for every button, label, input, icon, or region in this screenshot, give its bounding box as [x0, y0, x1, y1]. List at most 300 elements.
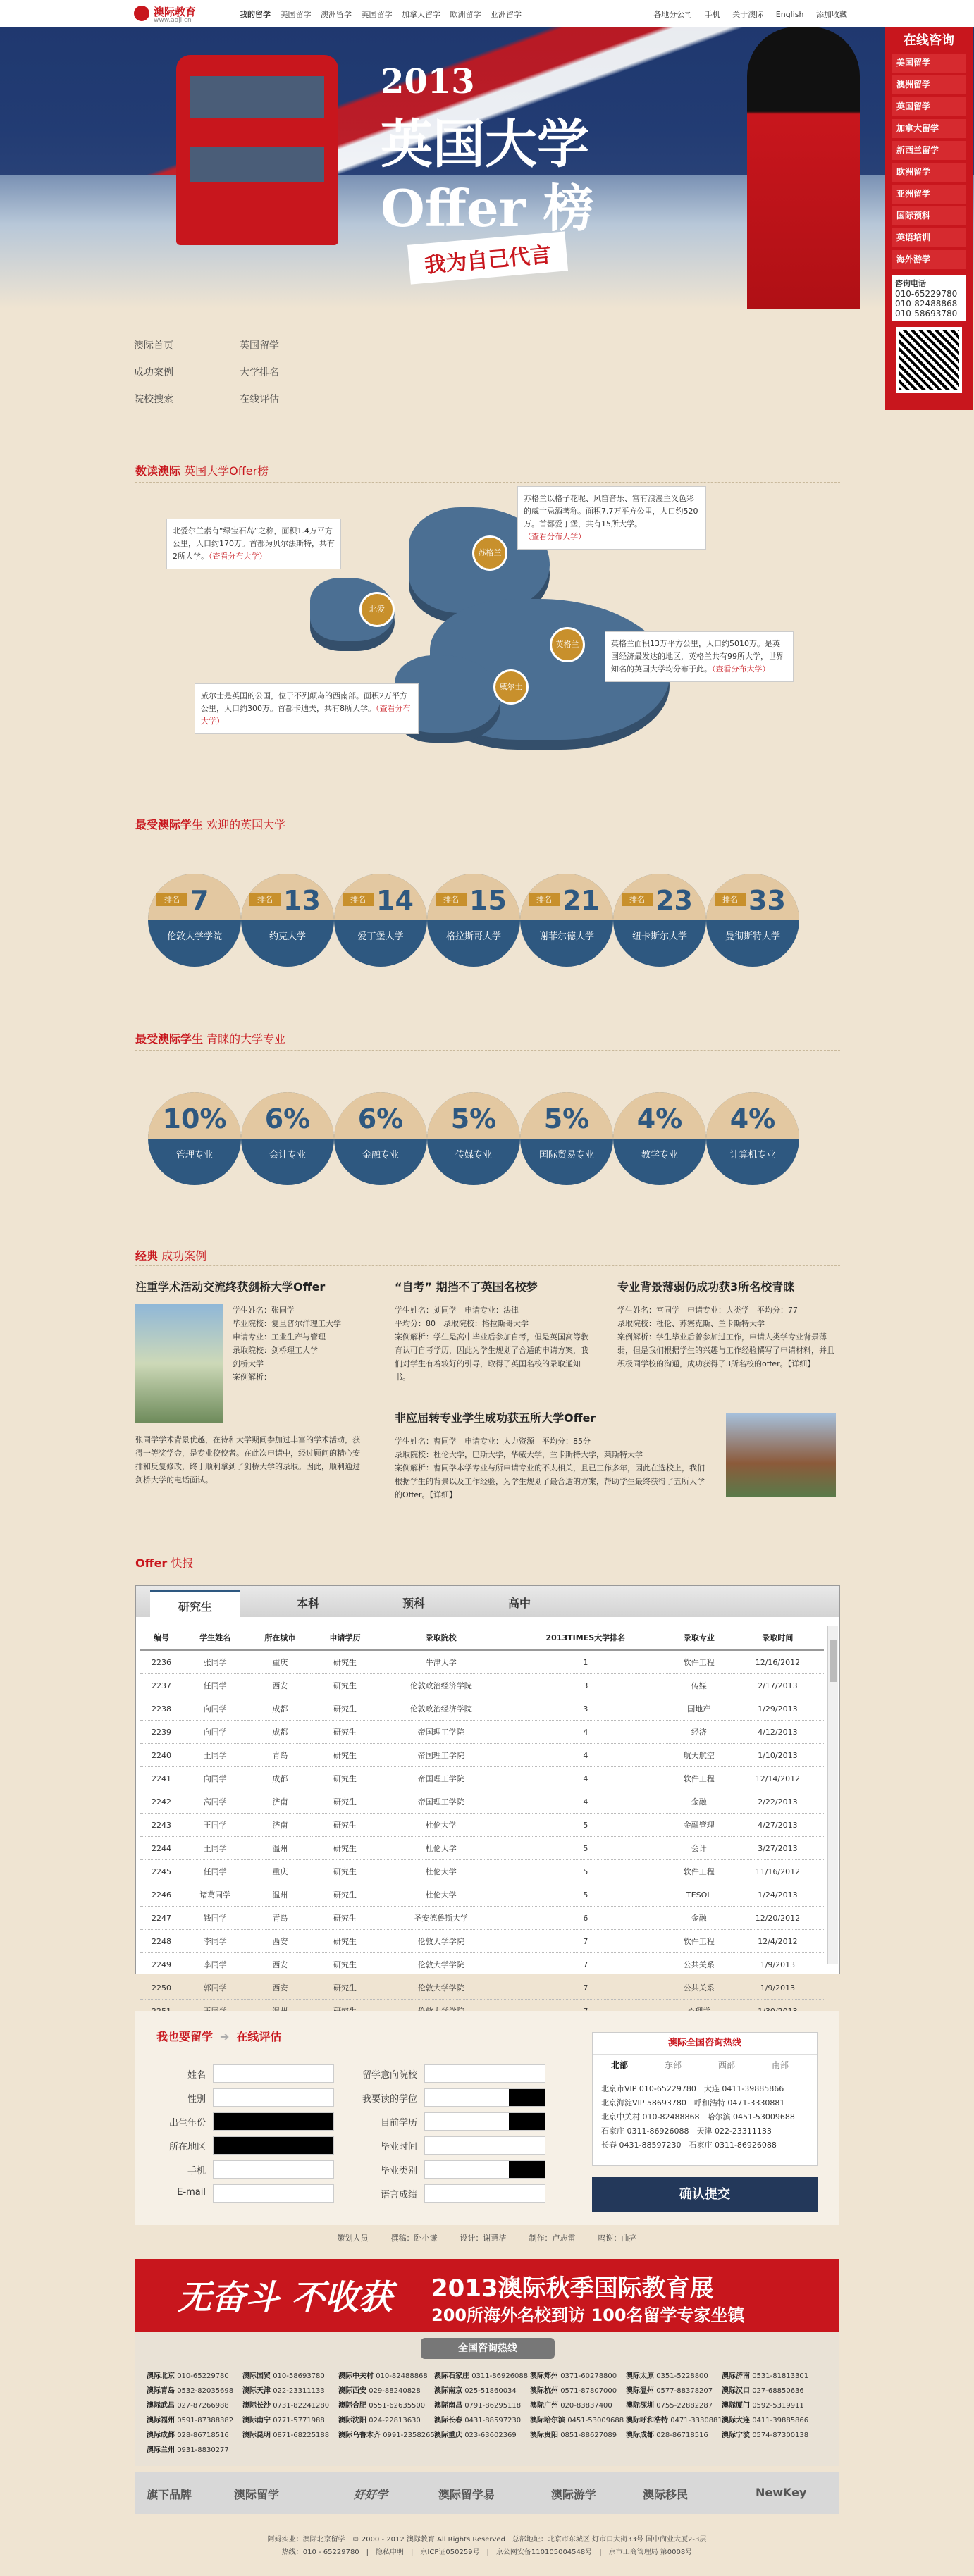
table-row — [140, 1721, 824, 1744]
table-cell: 2241 — [140, 1767, 183, 1790]
brands-label: 旗下品牌 — [147, 2488, 192, 2501]
section-title-cases: 经典 成功案例 — [135, 1249, 207, 1263]
banner-title: 2013澳际秋季国际教育展 — [431, 2274, 714, 2303]
table-cell: 航天航空 — [667, 1744, 732, 1767]
phone-number: 010-58693780 — [895, 309, 958, 318]
table-header-row: 编号 学生姓名 所在城市 申请学历 录取院校 2013TIMES大学排名 录取专业 录取时间 — [140, 1626, 824, 1650]
hotline-entry: 澳际长沙 0731-82241280 — [242, 2402, 330, 2410]
table-cell: 青岛 — [247, 1907, 312, 1930]
footer: 阿姆实业：澳际北京留学 © 2000 - 2012 澳际教育 All Rights Reserved 总部地址：北京市东城区 灯市口大街33号 国中商业大厦2-3层 热线：010 - 65229780 | 隐私申明 | 京ICP证050259号 | 京公网安备110105004548号 | 京市工商管理局 第0008号 — [267, 2536, 707, 2556]
consult-item[interactable]: 欧洲留学 — [892, 163, 966, 182]
hotline-rows: 北京市VIP 010-65229780 大连 0411-39885866 北京海淀VIP 58693780 呼和浩特 0471-3330881 北京中关村 010-82488868 哈尔滨 0451-53009688 石家庄 0311-86926088 天津 022-23311133 长春 0431-88597230 石家庄 0311-86926088 — [601, 2084, 795, 2150]
table-cell: 重庆 — [247, 1650, 312, 1674]
label-mobile: 手机 — [187, 2166, 206, 2176]
table-cell: 研究生 — [312, 1976, 377, 2000]
table-cell: 研究生 — [312, 1953, 377, 1976]
main-nav — [240, 8, 529, 20]
table-cell: 牛津大学 — [378, 1650, 505, 1674]
scroll-thumb[interactable] — [830, 1640, 837, 1682]
table-cell: 1 — [505, 1650, 667, 1674]
rank-badge[interactable]: 排名 21 谢菲尔德大学 — [520, 874, 613, 967]
table-cell: 4 — [505, 1721, 667, 1744]
table-cell: 伦敦大学学院 — [378, 1976, 505, 2000]
rank-badge[interactable]: 排名 7 伦敦大学学院 — [148, 874, 241, 967]
table-cell: 1/29/2013 — [732, 1697, 824, 1721]
table-cell: 5 — [505, 1814, 667, 1837]
table-cell: 西安 — [247, 1953, 312, 1976]
table-cell: 3 — [505, 1674, 667, 1697]
hotline-entry: 澳际贵阳 0851-88627089 — [530, 2432, 617, 2439]
hotline-entry: 澳际沈阳 024-22813630 — [338, 2417, 421, 2425]
table-cell: 5 — [505, 1837, 667, 1860]
table-cell: 7 — [505, 1976, 667, 2000]
table-cell: 11/16/2012 — [732, 1860, 824, 1883]
consult-item[interactable]: 英语培训 — [892, 228, 966, 247]
nav-item-uk[interactable]: 英国留学 — [361, 10, 393, 19]
section-title-ranking: 最受澳际学生 欢迎的英国大学 — [135, 818, 286, 831]
hotline-entry: 澳际杭州 0571-87807000 — [530, 2387, 617, 2395]
label-email: E-mail — [177, 2187, 206, 2198]
table-cell: 向同学 — [183, 1767, 247, 1790]
nav-item-us[interactable]: 美国留学 — [280, 10, 312, 19]
education-select[interactable] — [424, 2112, 545, 2131]
table-cell: 5 — [505, 1860, 667, 1883]
table-cell: 杜伦大学 — [378, 1837, 505, 1860]
hotline-entry: 澳际福州 0591-87388382 — [147, 2417, 234, 2425]
table-cell: 西安 — [247, 1674, 312, 1697]
offer-panel — [135, 1585, 840, 1993]
table-cell: 钱同学 — [183, 1907, 247, 1930]
major-badge[interactable]: 5% 传媒专业 — [427, 1092, 520, 1185]
table-cell: 伦敦大学学院 — [378, 1953, 505, 1976]
hero-slogan: 我为自己代言 — [407, 231, 568, 284]
nav-item-au[interactable]: 澳洲留学 — [321, 10, 352, 19]
brand-link[interactable]: 澳际留学 — [234, 2488, 280, 2501]
table-cell: 3 — [505, 1697, 667, 1721]
table-cell: 温州 — [247, 1883, 312, 1907]
table-cell: 研究生 — [312, 1907, 377, 1930]
view-universities-link[interactable]: （查看分布大学） — [201, 704, 411, 726]
table-cell: 2242 — [140, 1790, 183, 1814]
subnav-search[interactable]: 院校搜索 — [134, 394, 173, 405]
subnav-home[interactable]: 澳际首页 — [134, 340, 173, 352]
banner-subtitle: 200所海外名校到访 100名留学专家坐镇 — [431, 2305, 745, 2325]
hotline-entry: 澳际长春 0431-88597230 — [434, 2417, 522, 2425]
table-cell: 6 — [505, 1907, 667, 1930]
table-row — [140, 1650, 824, 1674]
table-cell: 4/27/2013 — [732, 1814, 824, 1837]
tab-foundation[interactable]: 预科 — [402, 1597, 426, 1610]
table-cell: 12/4/2012 — [732, 1930, 824, 1953]
table-cell: 伦敦政治经济学院 — [378, 1674, 505, 1697]
section-title-offer: Offer 快报 — [135, 1556, 194, 1570]
logo-icon — [134, 6, 149, 21]
consult-phones — [892, 275, 966, 321]
table-row — [140, 1883, 824, 1907]
table-cell: 金融管理 — [667, 1814, 732, 1837]
case-title[interactable]: 非应届转专业学生成功获五所大学Offer — [395, 1411, 596, 1425]
rank-badge[interactable]: 排名 14 爱丁堡大学 — [334, 874, 427, 967]
table-cell: 诸葛同学 — [183, 1883, 247, 1907]
label-name: 姓名 — [187, 2070, 206, 2081]
label-grad-type: 毕业类别 — [380, 2166, 417, 2176]
major-badge[interactable]: 6% 会计专业 — [241, 1092, 334, 1185]
mobile-link[interactable]: 手机 — [704, 10, 720, 19]
label-graduation: 毕业时间 — [380, 2142, 417, 2153]
nav-item-my-study[interactable]: 我的留学 — [240, 10, 271, 19]
table-cell: 伦敦政治经济学院 — [378, 1697, 505, 1721]
table-cell: 2249 — [140, 1953, 183, 1976]
case-detail: 学生姓名：曹同学 申请专业：人力资源 平均分：85分 录取院校：杜伦大学，巴斯大学，华威大学，兰卡斯特大学，莱斯特大学 案例解析：曹同学本学专业与所申请专业的不太相关，且已工作多年，因此在选校上，我们根据学生的背景以及工作经验，为学生规划了最合适的方案，帮助学生最终获得了五所大学的Offer。【详细】 — [395, 1437, 705, 1499]
table-cell: 2236 — [140, 1650, 183, 1674]
table-row — [140, 1814, 824, 1837]
table-cell: 12/16/2012 — [732, 1650, 824, 1674]
hotline-entry: 澳际青岛 0532-82035698 — [147, 2387, 234, 2395]
rank-badge[interactable]: 排名 23 纽卡斯尔大学 — [613, 874, 706, 967]
hotline-entry: 澳际乌鲁木齐 0991-2358265 — [338, 2432, 435, 2439]
hotline-title: 澳际全国咨询热线 — [593, 2033, 817, 2055]
table-scrollbar[interactable] — [827, 1626, 838, 1964]
table-cell: 研究生 — [312, 1767, 377, 1790]
table-cell: 李同学 — [183, 1930, 247, 1953]
gender-input[interactable] — [213, 2088, 334, 2107]
table-cell: 2245 — [140, 1860, 183, 1883]
hotline-tabs — [593, 2055, 817, 2071]
label-language: 语言成绩 — [380, 2190, 417, 2200]
nav-item-eu[interactable]: 欧洲留学 — [450, 10, 481, 19]
case-detail: 学生姓名：刘同学 申请专业：法律 平均分：80 录取院校：格拉斯哥大学 案例解析：学生是高中毕业后参加自考，但是英国高等教育认可自考学历，因此为学生规划了合适的申请方案，我们对学生有着较好的引导，取得了英国名校的录取通知书。 — [395, 1306, 588, 1382]
table-cell: 西安 — [247, 1976, 312, 2000]
major-badge[interactable]: 4% 计算机专业 — [706, 1092, 799, 1185]
rank-badge[interactable]: 排名 13 约克大学 — [241, 874, 334, 967]
table-cell: TESOL — [667, 1883, 732, 1907]
brand-link[interactable]: 澳际游学 — [551, 2488, 597, 2501]
table-cell: 金融 — [667, 1790, 732, 1814]
table-cell: 研究生 — [312, 1837, 377, 1860]
table-cell: 研究生 — [312, 1697, 377, 1721]
table-cell: 向同学 — [183, 1697, 247, 1721]
consult-item[interactable]: 亚洲留学 — [892, 185, 966, 204]
callout-northern-ireland: 北爱尔兰素有“绿宝石岛”之称，面积1.4万平方公里，人口约170万。首都为贝尔法斯特，共有2所大学。（查看分布大学） — [166, 519, 341, 569]
hotline-tab[interactable]: 东部 — [664, 2060, 682, 2070]
consult-title: 在线咨询 — [904, 33, 954, 48]
brand-link[interactable]: 澳际移民 — [643, 2488, 689, 2501]
label-birth-year: 出生年份 — [168, 2118, 206, 2129]
table-cell: 软件工程 — [667, 1860, 732, 1883]
consult-item[interactable]: 国际预科 — [892, 206, 966, 225]
table-cell: 杜伦大学 — [378, 1883, 505, 1907]
hotline-entry: 澳际合肥 0551-62635500 — [338, 2402, 426, 2410]
hotline-entry: 澳际武昌 027-87266988 — [147, 2402, 229, 2410]
table-cell: 西安 — [247, 1930, 312, 1953]
nav-item-asia[interactable]: 亚洲留学 — [491, 10, 522, 19]
national-hotlines — [135, 2332, 839, 2466]
table-cell: 4 — [505, 1744, 667, 1767]
table-cell: 软件工程 — [667, 1767, 732, 1790]
subnav-ranking[interactable]: 大学排名 — [240, 367, 279, 378]
table-cell: 研究生 — [312, 1790, 377, 1814]
table-cell: 王同学 — [183, 1814, 247, 1837]
brand-link[interactable]: NewKey — [756, 2486, 807, 2499]
hotline-tab[interactable]: 西部 — [717, 2060, 735, 2070]
table-cell: 帝国理工学院 — [378, 1744, 505, 1767]
table-cell: 帝国理工学院 — [378, 1721, 505, 1744]
guard-image — [747, 27, 860, 309]
pin-england[interactable]: 英格兰 — [550, 627, 585, 662]
hotline-entry: 澳际宁波 0574-87300138 — [722, 2432, 809, 2439]
case-detail: 学生姓名：宫同学 申请专业：人类学 平均分：77 录取院校：杜伦、苏塞克斯、兰卡斯特大学 案例解析：学生毕业后曾参加过工作，申请人类学专业背景薄弱，但是我们根据学生的兴趣与工作经验撰写了申请材料，并且积极同学校的沟通，成功获得了3所名校的offer。【详细】 — [617, 1306, 834, 1368]
pin-wales[interactable]: 威尔士 — [493, 669, 529, 705]
label-degree: 我要读的学位 — [362, 2094, 417, 2105]
table-cell: 研究生 — [312, 1930, 377, 1953]
table-cell: 7 — [505, 1930, 667, 1953]
tab-high-school[interactable]: 高中 — [508, 1597, 531, 1610]
table-cell: 王同学 — [183, 1837, 247, 1860]
label-target-school: 留学意向院校 — [362, 2070, 417, 2081]
table-cell: 2240 — [140, 1744, 183, 1767]
table-cell: 2246 — [140, 1883, 183, 1907]
hotline-tab[interactable]: 北部 — [610, 2060, 628, 2070]
pin-northern-ireland[interactable]: 北爱 — [359, 592, 395, 627]
view-universities-link[interactable]: （查看分布大学） — [524, 532, 586, 541]
case-photo — [726, 1413, 836, 1497]
rank-badge[interactable]: 排名 33 曼彻斯特大学 — [706, 874, 799, 967]
table-cell: 3/27/2013 — [732, 1837, 824, 1860]
table-cell: 软件工程 — [667, 1930, 732, 1953]
expo-banner[interactable] — [135, 2259, 839, 2332]
table-cell: 公共关系 — [667, 1976, 732, 2000]
table-cell: 研究生 — [312, 1674, 377, 1697]
tab-graduate[interactable]: 研究生 — [150, 1590, 240, 1620]
label-gender: 性别 — [187, 2094, 206, 2105]
qr-code-icon — [896, 327, 962, 393]
table-row — [140, 1837, 824, 1860]
submit-button[interactable]: 确认提交 — [592, 2177, 818, 2212]
callout-england: 英格兰面积13万平方公里，人口约5010万。是英国经济最发达的地区，英格兰共有99所大学，世界知名的英国大学均分布于此。（查看分布大学） — [605, 631, 794, 682]
birth-year-select[interactable] — [213, 2112, 334, 2131]
view-universities-link[interactable]: （查看分布大学） — [712, 664, 770, 674]
hotline-entry: 澳际南昌 0791-86295118 — [434, 2402, 522, 2410]
hotline-entry: 澳际南京 025-51860034 — [434, 2387, 517, 2395]
major-badge[interactable]: 10% 管理专业 — [148, 1092, 241, 1185]
table-cell: 7 — [505, 1953, 667, 1976]
table-cell: 青岛 — [247, 1744, 312, 1767]
case-title[interactable]: 注重学术活动交流终获剑桥大学Offer — [135, 1280, 326, 1294]
region-select[interactable] — [213, 2136, 334, 2155]
table-cell: 12/14/2012 — [732, 1767, 824, 1790]
credits: 策划人员 撰稿：卧小谦 设计：谢慧洁 制作：卢志雷 鸣谢：曲亮 — [337, 2234, 637, 2243]
hotline-entry: 澳际太原 0351-5228800 — [626, 2372, 708, 2380]
brands-bar — [135, 2472, 839, 2514]
section-title-majors: 最受澳际学生 青睐的大学专业 — [135, 1032, 286, 1046]
online-consult-panel — [885, 27, 973, 410]
arrow-icon: ➔ — [220, 2030, 230, 2043]
hotline-entry: 澳际广州 020-83837400 — [530, 2402, 612, 2410]
case-title[interactable]: 专业背景薄弱仍成功获3所名校青睐 — [617, 1280, 795, 1294]
table-cell: 帝国理工学院 — [378, 1767, 505, 1790]
branches-link[interactable]: 各地分公司 — [653, 10, 693, 19]
mobile-input[interactable] — [213, 2160, 334, 2179]
pin-scotland[interactable]: 苏格兰 — [472, 535, 507, 571]
table-row — [140, 1697, 824, 1721]
red-bus-image — [176, 55, 338, 245]
table-row — [140, 1744, 824, 1767]
table-cell: 研究生 — [312, 1650, 377, 1674]
table-cell: 成都 — [247, 1767, 312, 1790]
consult-item[interactable]: 加拿大留学 — [892, 119, 966, 138]
consult-item[interactable]: 英国留学 — [892, 97, 966, 116]
hero-title-offer: Offer 榜 — [381, 178, 594, 238]
table-cell: 温州 — [247, 1837, 312, 1860]
hotline-entry: 澳际温州 0577-88378207 — [626, 2387, 713, 2395]
table-cell: 公共关系 — [667, 1953, 732, 1976]
table-cell: 1/9/2013 — [732, 1953, 824, 1976]
bookmark-link[interactable]: 添加收藏 — [816, 10, 847, 19]
table-cell: 任同学 — [183, 1860, 247, 1883]
table-cell: 4 — [505, 1790, 667, 1814]
table-cell: 研究生 — [312, 1860, 377, 1883]
hotline-entry: 澳际哈尔滨 0451-53009688 — [530, 2417, 624, 2425]
subnav-assess[interactable]: 在线评估 — [240, 394, 279, 405]
hotline-entry: 澳际石家庄 0311-86926088 — [434, 2372, 529, 2380]
rank-badge[interactable]: 排名 15 格拉斯哥大学 — [427, 874, 520, 967]
case-detail: 学生姓名：张同学 毕业院校：复旦普尔洋理工大学 申请专业：工业生产与管理 录取院校：剑桥理工大学 剑桥大学 案例解析： — [233, 1306, 341, 1382]
site-logo[interactable] — [134, 3, 211, 24]
consult-item[interactable]: 美国留学 — [892, 54, 966, 73]
major-badge[interactable]: 4% 教学专业 — [613, 1092, 706, 1185]
hero-title: 英国大学 — [381, 114, 589, 175]
graduation-input[interactable] — [424, 2136, 545, 2155]
name-input[interactable] — [213, 2064, 334, 2083]
brand-link[interactable]: 澳际留学易 — [438, 2488, 495, 2501]
table-cell: 郭同学 — [183, 1976, 247, 2000]
grad-type-select[interactable] — [424, 2160, 545, 2179]
logo-text: 澳际教育 — [154, 6, 197, 18]
nav-item-ca[interactable]: 加拿大留学 — [402, 10, 440, 19]
tab-undergraduate[interactable]: 本科 — [297, 1597, 320, 1610]
consult-item[interactable]: 海外游学 — [892, 250, 966, 269]
table-cell: 2238 — [140, 1697, 183, 1721]
hotline-entry: 澳际深圳 0755-22882287 — [626, 2402, 713, 2410]
english-link[interactable]: English — [775, 10, 804, 19]
hotline-entry: 澳际中关村 010-82488868 — [338, 2372, 428, 2380]
table-cell: 经济 — [667, 1721, 732, 1744]
table-cell: 王同学 — [183, 1744, 247, 1767]
table-cell: 济南 — [247, 1790, 312, 1814]
table-cell: 张同学 — [183, 1650, 247, 1674]
sub-nav — [134, 338, 359, 409]
table-cell: 2/22/2013 — [732, 1790, 824, 1814]
consult-item[interactable]: 新西兰留学 — [892, 141, 966, 160]
label-region: 所在地区 — [168, 2142, 206, 2153]
table-cell: 圣安德鲁斯大学 — [378, 1907, 505, 1930]
offer-tabs — [136, 1586, 839, 1617]
table-cell: 会计 — [667, 1837, 732, 1860]
table-cell: 高同学 — [183, 1790, 247, 1814]
language-input[interactable] — [424, 2184, 545, 2203]
hotline-entry: 澳际厦门 0592-5319911 — [722, 2402, 804, 2410]
section-title-map: 数读澳际 英国大学Offer榜 — [135, 464, 269, 478]
table-cell: 帝国理工学院 — [378, 1790, 505, 1814]
table-row — [140, 1767, 824, 1790]
table-cell: 重庆 — [247, 1860, 312, 1883]
table-cell: 研究生 — [312, 1814, 377, 1837]
email-input[interactable] — [213, 2184, 334, 2203]
table-row — [140, 1860, 824, 1883]
brand-link[interactable]: 好好学 — [354, 2488, 388, 2501]
hotline-tab[interactable]: 南部 — [771, 2060, 789, 2070]
case-photo — [135, 1304, 223, 1423]
offer-table — [140, 1626, 824, 2023]
case-analysis: 张同学学术背景优越，在待和大学期间参加过丰富的学术活动，获得一等奖学金，是专业佼佼者。在此次申请中，经过顾问的精心安排和反复修改，终于顺利拿到了剑桥大学的录取。因此，顺利通过剑桥大学的电话面试。 — [135, 1435, 360, 1485]
hero-year: 2013 — [381, 62, 475, 101]
table-row — [140, 1930, 824, 1953]
subnav-cases[interactable]: 成功案例 — [134, 367, 173, 378]
hotline-entry: 澳际郑州 0371-60278800 — [530, 2372, 617, 2380]
subnav-uk[interactable]: 英国留学 — [240, 340, 279, 352]
hotline-entry: 澳际成都 028-86718516 — [147, 2432, 229, 2439]
table-cell: 李同学 — [183, 1953, 247, 1976]
table-cell: 传媒 — [667, 1674, 732, 1697]
table-cell: 成都 — [247, 1697, 312, 1721]
table-cell: 2239 — [140, 1721, 183, 1744]
callout-scotland: 苏格兰以格子花呢、风笛音乐、富有浪漫主义色彩的威士忌酒著称。面积7.7万平方公里，人口约520万。首都爱丁堡，共有15所大学。（查看分布大学） — [517, 486, 706, 550]
table-cell: 5 — [505, 1883, 667, 1907]
utility-nav — [643, 8, 847, 20]
top-bar — [0, 0, 974, 27]
table-cell: 研究生 — [312, 1883, 377, 1907]
divider — [135, 482, 840, 483]
phone-number: 010-65229780 — [895, 289, 958, 299]
hotline-entry: 澳际重庆 023-63602369 — [434, 2432, 517, 2439]
about-link[interactable]: 关于澳际 — [732, 10, 764, 19]
table-cell: 4/12/2013 — [732, 1721, 824, 1744]
table-cell: 向同学 — [183, 1721, 247, 1744]
hotline-entry: 澳际西安 029-88240828 — [338, 2387, 421, 2395]
table-cell: 伦敦大学学院 — [378, 1930, 505, 1953]
label-education: 目前学历 — [380, 2118, 417, 2129]
target-school-input[interactable] — [424, 2064, 545, 2083]
table-cell: 济南 — [247, 1814, 312, 1837]
hotline-entry: 澳际大连 0411-39885866 — [722, 2417, 809, 2425]
hotline-entry: 澳际汉口 027-68850636 — [722, 2387, 804, 2395]
assessment-form — [135, 2011, 839, 2225]
table-cell: 研究生 — [312, 1721, 377, 1744]
table-row — [140, 1674, 824, 1697]
table-cell: 1/9/2013 — [732, 1976, 824, 2000]
banner-slogan: 无奋斗 不收获 — [178, 2278, 393, 2317]
table-row — [140, 1976, 824, 2000]
table-cell: 2244 — [140, 1837, 183, 1860]
table-cell: 杜伦大学 — [378, 1860, 505, 1883]
phone-number: 010-82488868 — [895, 299, 958, 309]
consult-item[interactable]: 澳洲留学 — [892, 75, 966, 94]
hotline-entry: 澳际昆明 0871-68225188 — [242, 2432, 330, 2439]
major-badge[interactable]: 6% 金融专业 — [334, 1092, 427, 1185]
hero-banner — [0, 27, 974, 309]
table-cell: 2247 — [140, 1907, 183, 1930]
case-title[interactable]: “自考” 期挡不了英国名校梦 — [395, 1280, 538, 1294]
hotline-entry: 澳际成都 028-86718516 — [626, 2432, 708, 2439]
hotline-entry: 澳际国贸 010-58693780 — [242, 2372, 325, 2380]
hotline-grid — [147, 2369, 829, 2458]
table-cell: 研究生 — [312, 1744, 377, 1767]
degree-select[interactable] — [424, 2088, 545, 2107]
table-cell: 4 — [505, 1767, 667, 1790]
major-badge[interactable]: 5% 国际贸易专业 — [520, 1092, 613, 1185]
view-universities-link[interactable]: （查看分布大学） — [209, 552, 267, 561]
table-cell: 12/20/2012 — [732, 1907, 824, 1930]
